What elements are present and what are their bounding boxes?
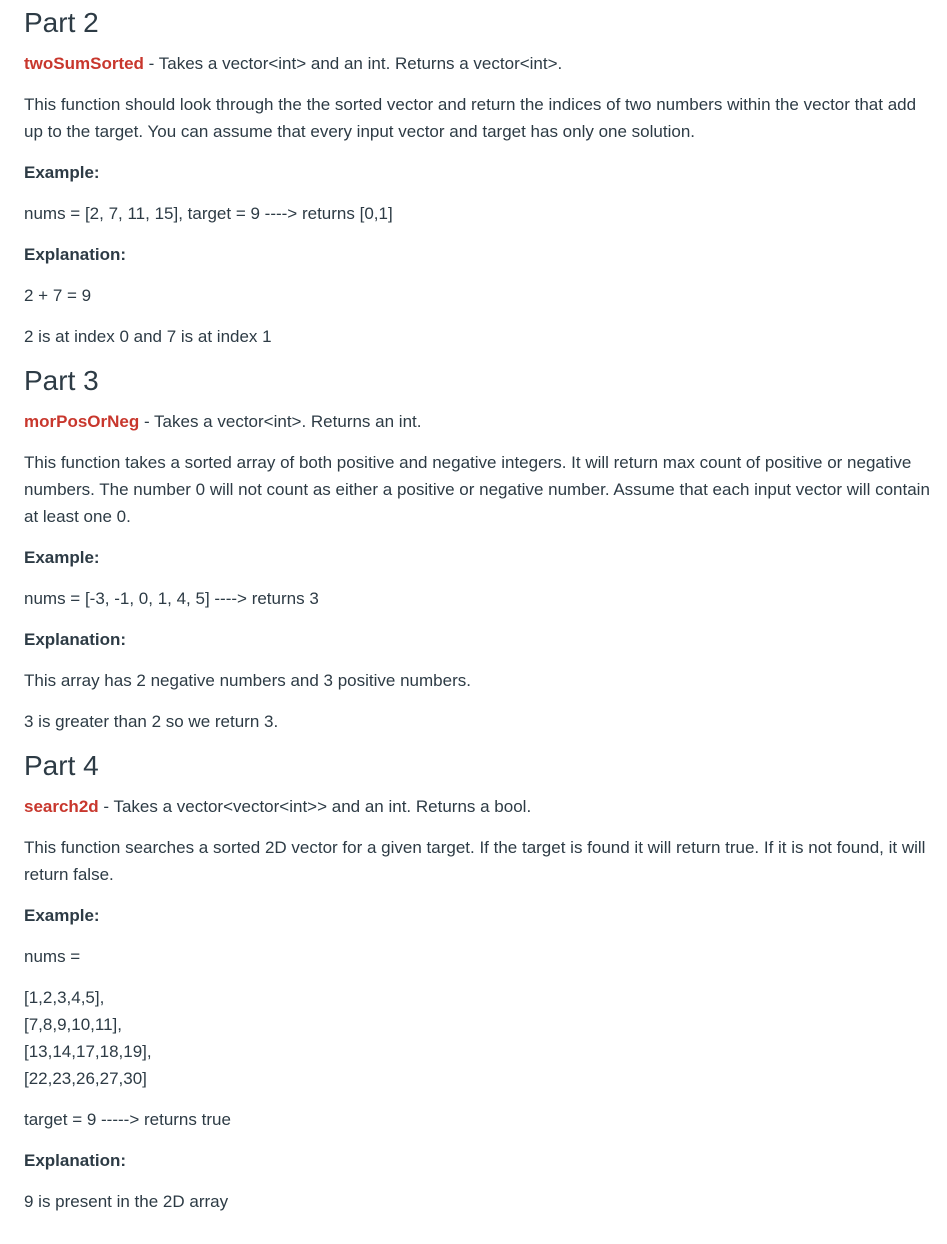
part-3-example-label: Example: <box>24 548 100 567</box>
part-2-explanation-label: Explanation: <box>24 245 127 264</box>
part-3-signature-line <box>24 408 939 435</box>
matrix-row: [13,14,17,18,19], <box>24 1042 152 1061</box>
part-4-example-prefix: nums = <box>24 947 81 966</box>
matrix-row: [22,23,26,27,30] <box>24 1069 147 1088</box>
function-name-twoSumSorted: twoSumSorted <box>24 54 144 73</box>
part-3-explanation-line: This array has 2 negative numbers and 3 positive numbers. <box>24 671 471 690</box>
function-name-search2d: search2d <box>24 797 99 816</box>
part-4-section <box>24 749 939 1215</box>
part-2-explanation-line: 2 is at index 0 and 7 is at index 1 <box>24 327 272 346</box>
example-matrix <box>24 984 939 1092</box>
part-2-heading: Part 2 <box>24 7 99 38</box>
part-2-example: nums = [2, 7, 11, 15], target = 9 ----> returns [0,1] <box>24 204 393 223</box>
function-name-morPosOrNeg: morPosOrNeg <box>24 412 140 431</box>
part-3-section <box>24 364 939 735</box>
part-4-example: target = 9 -----> returns true <box>24 1110 231 1129</box>
part-2-example-label: Example: <box>24 163 100 182</box>
matrix-row: [7,8,9,10,11], <box>24 1015 122 1034</box>
part-3-example: nums = [-3, -1, 0, 1, 4, 5] ----> returns 3 <box>24 589 319 608</box>
part-4-signature: - Takes a vector<vector<int>> and an int. Returns a bool. <box>98 797 532 816</box>
part-2-section <box>24 6 939 350</box>
part-2-signature-line <box>24 50 939 77</box>
assignment-content <box>0 6 947 1215</box>
part-4-heading: Part 4 <box>24 750 99 781</box>
part-3-signature: - Takes a vector<int>. Returns an int. <box>139 412 422 431</box>
part-2-explanation-line: 2 + 7 = 9 <box>24 286 92 305</box>
part-2-signature: - Takes a vector<int> and an int. Returns a vector<int>. <box>143 54 563 73</box>
part-2-description: This function should look through the the sorted vector and return the indices of two numbers within the vector that add up to the target. You can assume that every input vector and target has only one solution. <box>24 95 917 141</box>
matrix-row: [1,2,3,4,5], <box>24 988 105 1007</box>
part-4-signature-line <box>24 793 939 820</box>
part-3-explanation-line: 3 is greater than 2 so we return 3. <box>24 712 279 731</box>
part-3-heading: Part 3 <box>24 365 99 396</box>
part-3-description: This function takes a sorted array of both positive and negative integers. It will return max count of positive or negative numbers. The number 0 will not count as either a positive or negative number. Assume that each input vector will contain at least one 0. <box>24 453 930 526</box>
part-4-explanation-line: 9 is present in the 2D array <box>24 1192 229 1211</box>
part-4-explanation-label: Explanation: <box>24 1151 127 1170</box>
part-4-example-label: Example: <box>24 906 100 925</box>
part-3-explanation-label: Explanation: <box>24 630 127 649</box>
part-4-description: This function searches a sorted 2D vector for a given target. If the target is found it will return true. If it is not found, it will return false. <box>24 838 926 884</box>
